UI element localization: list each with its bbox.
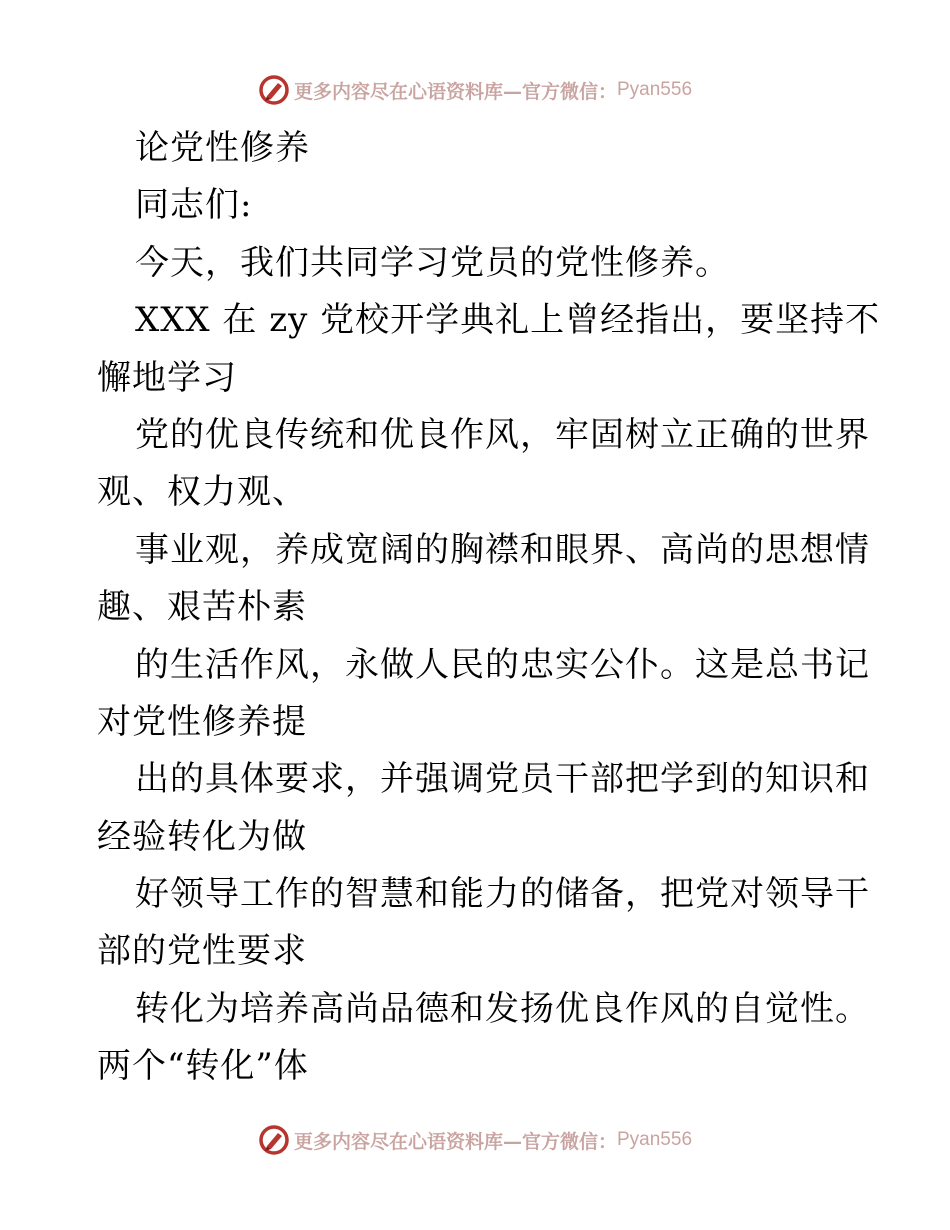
paragraph-line: 两个“转化”体 bbox=[97, 1046, 309, 1087]
paragraph-line: 党的优良传统和优良作风，牢固树立正确的世界 bbox=[135, 414, 870, 455]
header-watermark-banner bbox=[0, 70, 950, 110]
pen-logo-icon bbox=[258, 74, 290, 106]
salutation: 同志们: bbox=[135, 185, 253, 226]
paragraph-line: 事业观，养成宽阔的胸襟和眼界、高尚的思想情 bbox=[135, 529, 870, 570]
pen-logo-icon bbox=[258, 1124, 290, 1156]
banner-wechat-id: Pyan556 bbox=[617, 1129, 693, 1150]
paragraph-line: 今天，我们共同学习党员的党性修养。 bbox=[135, 242, 730, 283]
banner-wechat-id: Pyan556 bbox=[617, 79, 693, 100]
paragraph-line: 趣、艰苦朴素 bbox=[97, 587, 307, 628]
banner-text: 更多内容尽在心语资料库—官方微信： bbox=[293, 80, 617, 103]
paragraph-line: 转化为培养高尚品德和发扬优良作风的自觉性。 bbox=[135, 988, 870, 1029]
paragraph-line: 部的党性要求 bbox=[97, 931, 307, 972]
paragraph-line: 的生活作风，永做人民的忠实公仆。这是总书记 bbox=[135, 644, 870, 685]
paragraph-line: 经验转化为做 bbox=[97, 816, 307, 857]
document-body bbox=[97, 120, 881, 1096]
paragraph-line: 懈地学习 bbox=[97, 357, 237, 398]
paragraph-line: 观、权力观、 bbox=[97, 472, 307, 513]
paragraph-line: XXX 在 zy 党校开学典礼上曾经指出，要坚持不 bbox=[135, 300, 881, 341]
paragraph-line: 对党性修养提 bbox=[97, 701, 307, 742]
footer-watermark-banner bbox=[0, 1120, 950, 1160]
document-title: 论党性修养 bbox=[135, 128, 310, 168]
paragraph-line: 好领导工作的智慧和能力的储备，把党对领导干 bbox=[135, 874, 870, 915]
paragraph-line: 出的具体要求，并强调党员干部把学到的知识和 bbox=[135, 759, 870, 800]
banner-text: 更多内容尽在心语资料库—官方微信： bbox=[293, 1130, 617, 1153]
